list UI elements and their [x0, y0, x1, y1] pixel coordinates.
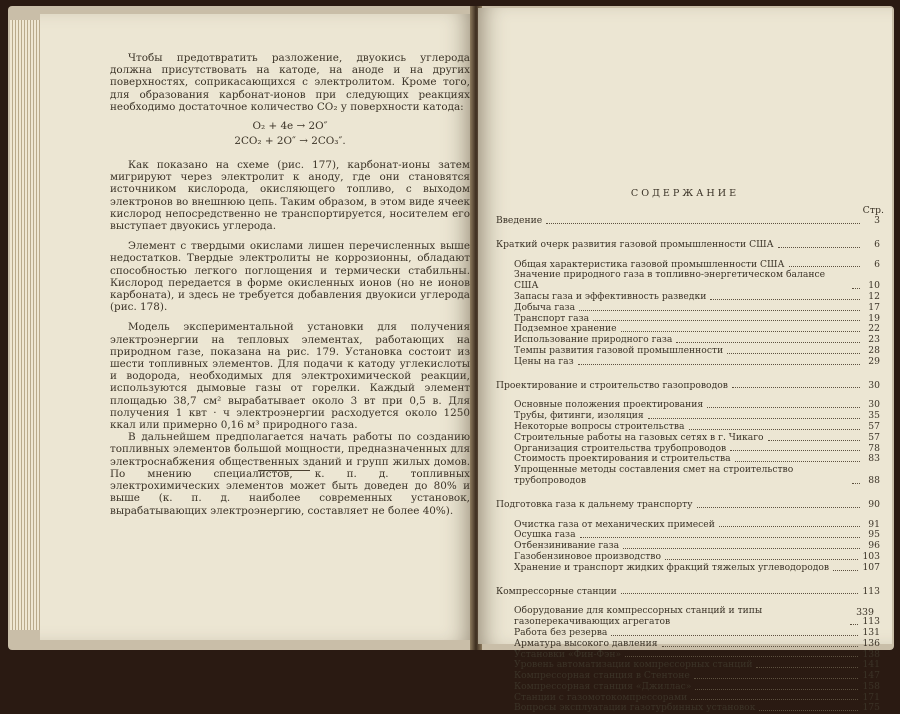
- toc-entry-page: 131: [862, 626, 880, 638]
- formula-2: 2CO₂ + 2O″ → 2CO₃″.: [234, 135, 346, 148]
- toc-entry-page: 30: [868, 379, 880, 391]
- toc-entry-page: 12: [868, 290, 880, 302]
- toc-entry-title: Стоимость проектирования и строительства: [514, 453, 731, 465]
- toc-entry-page: 3: [874, 215, 880, 226]
- left-page: [40, 14, 472, 640]
- toc-leader-dots: [730, 450, 860, 451]
- page-column-label: Стр.: [862, 205, 884, 216]
- toc-leader-dots: [694, 678, 859, 679]
- paragraph-2: Как показано на схеме (рис. 177), карбонат-ионы затем мигрируют через электролит к аноду, где они становятся источником кислорода, окисляющего топливо, с выходом электронов во внешнюю цепь. Таким образом, в этом виде ячеек кислород непосредственно не транспортируется, носителем его выступает двуокись углерода.: [110, 159, 470, 233]
- toc-leader-dots: [735, 461, 860, 462]
- paragraph-3: Элемент с твердыми окислами лишен перечисленных выше недостатков. Твердые электролиты не коррозионны, обладают способностью легкого поглощения и термически стабильны. Кислород передается в форме окисленных ионов (но не ионов карбоната), и здесь не требуется добавления двуокиси углерода (рис. 178).: [110, 240, 470, 314]
- toc-entry-page: 103: [862, 550, 880, 562]
- toc-entry-page: 136: [862, 637, 880, 649]
- toc-entry-title: Отбензинивание газа: [514, 540, 620, 552]
- toc-entry: [496, 433, 880, 444]
- toc-entry-title: Компрессорная станция «Джиллас»: [514, 680, 692, 692]
- toc-entry-title: Трубы, фитинги, изоляция: [514, 410, 644, 422]
- toc-entry-page: 19: [868, 312, 880, 324]
- toc-entry-title: Значение природного газа в топливно-энергетическом балансе США: [514, 269, 826, 292]
- toc-entry-page: 78: [868, 442, 880, 454]
- toc-entry-title: Организация строительства трубопроводов: [514, 442, 727, 454]
- toc-entry-page: 6: [874, 238, 880, 250]
- toc-entry: [496, 703, 880, 714]
- toc-leader-dots: [580, 537, 860, 538]
- toc-entry-page: 95: [868, 529, 880, 541]
- toc-entry: [496, 216, 880, 227]
- toc-entry-title: Добыча газа: [514, 301, 576, 313]
- toc-leader-dots: [611, 635, 858, 636]
- formula-1: O₂ + 4e → 2O″: [252, 120, 328, 133]
- toc-leader-dots: [852, 288, 860, 289]
- toc-leader-dots: [623, 548, 860, 549]
- toc-entry-page: 90: [868, 498, 880, 510]
- toc-entry-title: Подземное хранение: [514, 323, 617, 335]
- toc-entry-title: Оборудование для компрессорных станций и типы газоперекачивающих агрегатов: [514, 605, 763, 628]
- toc-leader-dots: [850, 624, 858, 625]
- toc-entry-page: 113: [862, 616, 880, 628]
- reaction-formulas: [110, 119, 470, 149]
- toc-entry-page: 35: [868, 410, 880, 422]
- toc-entry-page: 158: [862, 680, 880, 692]
- toc-entry-title: Цены на газ: [514, 355, 574, 367]
- toc-entry-title: Газобензиновое производство: [514, 550, 662, 562]
- toc-leader-dots: [579, 310, 860, 311]
- toc-leader-dots: [621, 331, 860, 332]
- toc-entry: [496, 587, 880, 598]
- toc-entry-title: Общая характеристика газовой промышленности США: [514, 258, 785, 270]
- toc-entry-page: 175: [862, 702, 880, 714]
- toc-entry-title: Арматура высокого давления: [514, 637, 658, 649]
- toc-leader-dots: [759, 710, 858, 711]
- toc-entry-page: 147: [862, 670, 880, 682]
- toc-leader-dots: [768, 440, 860, 441]
- toc-entry-page: 29: [868, 355, 880, 367]
- toc-entry: [496, 303, 880, 314]
- paragraph-1: Чтобы предотвратить разложение, двуокись углерода должна присутствовать на катоде, на аноде и на других поверхностях, соприкасающихся с электролитом. Кроме того, для образования карбонат-ионов при следующих реакциях необходимо достаточное количество CO₂ у поверхности катода:: [110, 52, 470, 113]
- toc-leader-dots: [695, 689, 858, 690]
- table-of-contents: [496, 216, 880, 714]
- toc-entry-title: Введение: [496, 215, 543, 226]
- toc-entry-title: Подготовка газа к дальнему транспорту: [496, 498, 693, 510]
- toc-leader-dots: [732, 387, 860, 388]
- toc-leader-dots: [707, 407, 860, 408]
- paragraph-5: В дальнейшем предполагается начать работы по созданию топливных элементов большой мощности, предназначенных для электроснабжения общественных зданий и групп жилых домов. По мнению специалистов, к. п. д. топливных электрохимических элементов может быть доведен до 80% и выше (к. п. д. наиболее современных установок, вырабатывающих электроэнергию, составляет не более 40%).: [110, 431, 470, 517]
- toc-entry: [496, 500, 880, 511]
- toc-leader-dots: [578, 364, 860, 365]
- toc-leader-dots: [662, 646, 859, 647]
- toc-entry-title: Уровень автоматизации компрессорных станций: [514, 659, 753, 671]
- toc-entry-title: Использование природного газа: [514, 334, 673, 346]
- toc-leader-dots: [697, 507, 860, 508]
- toc-entry: [496, 381, 880, 392]
- toc-entry: [496, 563, 880, 574]
- toc-leader-dots: [833, 570, 858, 571]
- toc-leader-dots: [625, 656, 858, 657]
- toc-entry-page: 57: [868, 431, 880, 443]
- toc-entry-title: Проектирование и строительство газопроводов: [496, 379, 728, 391]
- toc-title: СОДЕРЖАНИЕ: [630, 188, 740, 199]
- page-number: 339: [856, 607, 874, 618]
- toc-entry-page: 57: [868, 420, 880, 432]
- toc-leader-dots: [727, 353, 860, 354]
- toc-leader-dots: [691, 699, 858, 700]
- toc-entry-page: 107: [862, 561, 880, 573]
- toc-leader-dots: [710, 299, 860, 300]
- toc-entry-title: Транспорт газа: [514, 312, 590, 324]
- toc-entry: [496, 270, 880, 292]
- toc-entry-page: 10: [868, 280, 880, 292]
- toc-entry-page: 83: [868, 453, 880, 465]
- toc-entry-page: 17: [868, 301, 880, 313]
- toc-leader-dots: [756, 667, 858, 668]
- page-edges: [10, 20, 40, 630]
- toc-leader-dots: [689, 429, 860, 430]
- toc-entry-page: 28: [868, 344, 880, 356]
- toc-leader-dots: [593, 320, 860, 321]
- toc-leader-dots: [621, 593, 859, 594]
- toc-entry-page: 88: [868, 474, 880, 486]
- paragraph-4: Модель экспериментальной установки для получения электроэнергии на тепловых элементах, работающих на природном газе, показана на рис. 179. Установка состоит из шести топливных элементов. Для подачи к катоду углекислоты и водорода, необходимых для электрохимической реакции, используются дымовые газы от горелки. Каждый элемент площадью 38,7 см² вырабатывает около 3 вт при 0,5 в. Для получения 1 квт · ч электроэнергии расходуется около 1250 ккал или примерно 0,16 м³ природного газа.: [110, 321, 470, 432]
- end-rule: [258, 470, 310, 471]
- toc-entry-title: Станции с газомотокомпрессорами: [514, 691, 688, 703]
- toc-entry-page: 30: [868, 399, 880, 411]
- toc-entry-page: 22: [868, 323, 880, 335]
- toc-entry-title: Некоторые вопросы строительства: [514, 420, 685, 432]
- toc-entry-page: 91: [868, 518, 880, 530]
- toc-entry-title: Хранение и транспорт жидких фракций тяжелых углеводородов: [514, 561, 830, 573]
- toc-entry-title: Темпы развития газовой промышленности: [514, 344, 724, 356]
- toc-leader-dots: [676, 342, 860, 343]
- toc-leader-dots: [665, 559, 858, 560]
- right-page: [478, 8, 892, 714]
- toc-entry: [496, 639, 880, 650]
- toc-entry-title: Запасы газа и эффективность разведки: [514, 290, 707, 302]
- toc-entry: [496, 357, 880, 368]
- toc-entry-page: 23: [868, 334, 880, 346]
- toc-leader-dots: [719, 526, 860, 527]
- toc-entry-title: Компрессорная станция в Стентоне: [514, 670, 690, 682]
- toc-entry-page: 171: [862, 691, 880, 703]
- toc-entry-title: Очистка газа от механических примесей: [514, 518, 715, 530]
- toc-entry-title: Вопросы эксплуатации газотурбинных установок: [514, 702, 756, 714]
- toc-leader-dots: [778, 247, 860, 248]
- toc-entry-title: Компрессорные станции: [496, 585, 617, 597]
- toc-entry-page: 96: [868, 540, 880, 552]
- toc-entry-title: Основные положения проектирования: [514, 399, 704, 411]
- toc-entry-title: Работа без резерва: [514, 626, 608, 638]
- toc-leader-dots: [789, 266, 861, 267]
- toc-entry: [496, 240, 880, 251]
- toc-entry-title: Упрощенные методы составления смет на строительство трубопроводов: [514, 464, 794, 486]
- toc-leader-dots: [648, 418, 860, 419]
- toc-entry-page: 113: [862, 585, 880, 597]
- toc-entry-page: 138: [862, 648, 880, 660]
- left-page-text: [110, 52, 470, 517]
- toc-entry-page: 141: [862, 659, 880, 671]
- toc-leader-dots: [546, 223, 860, 224]
- toc-entry-title: Осушка газа: [514, 529, 576, 541]
- toc-entry-title: Строительные работы на газовых сетях в г. Чикаго: [514, 431, 764, 443]
- toc-entry-title: Краткий очерк развития газовой промышленности США: [496, 238, 774, 250]
- toc-entry: [496, 465, 880, 487]
- toc-entry-page: 6: [874, 258, 880, 270]
- toc-leader-dots: [852, 483, 860, 484]
- toc-entry: [496, 606, 880, 628]
- toc-entry-title: Установки «Фин-Фэн»: [514, 648, 622, 660]
